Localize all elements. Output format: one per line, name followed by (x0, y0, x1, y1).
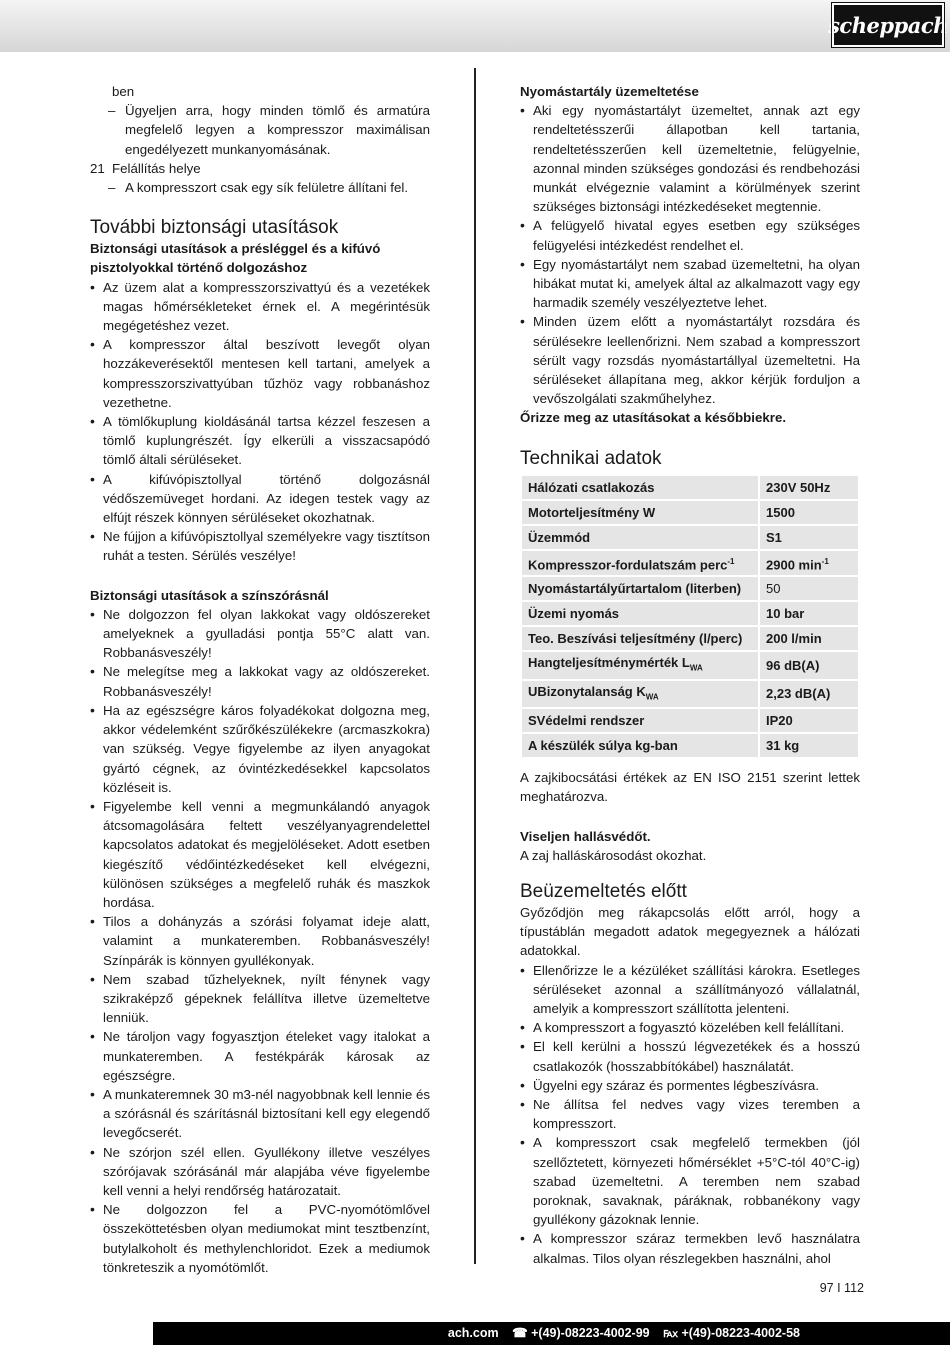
bullet-item: • A kompresszor száraz termekben levő használatra alkalmas. Tilos olyan részlegekben használni, ahol (520, 1229, 860, 1267)
table-cell-value: 50 (759, 576, 859, 601)
table-row (521, 680, 859, 709)
table-cell-value: 2900 $\min^{-1}$ (759, 550, 859, 576)
technical-data-table (520, 474, 860, 760)
bullet-item: • Figyelembe kell venni a megmunkálandó anyagok átcsomagolására feltett veszélyanyagrendelettel kapcsolatos adatokat és megjelöléseket. Adott esetben kiegészítő védőintézkedéseket kell elvégezni, különösen szükséges a megfelelő ruhák és maszkok hordása. (90, 797, 430, 912)
dash-item: – A kompresszort csak egy sík felületre állítani fel. (90, 178, 430, 197)
bullet-item: • Ne dolgozzon fel a PVC-nyomótömlővel összeköttetésben olyan mediumokat mint tesztbenzínt, butylalkoholt és methylenchloridot. Ezek a mediumok tönkreteszik a nyomótömlőt. (90, 1200, 430, 1277)
bullet-item: • Egy nyomástartályt nem szabad üzemeltetni, ha olyan hibákat mutat ki, amelyek által az alkalmazott vagy egy harmadik személy veszélyeztetve lehet. (520, 255, 860, 313)
table-row (521, 550, 859, 576)
dash-item: – Ügyeljen arra, hogy minden tömlő és armatúra megfelelő legyen a kompresszor maximálisan engedélyezett munkanyomásának. (90, 101, 430, 159)
table-row (521, 708, 859, 733)
item-label: Felállítás helye (112, 160, 201, 176)
bullet-item: • Ne állítsa fel nedves vagy vizes teremben a kompresszort. (520, 1095, 860, 1133)
right-column (520, 82, 860, 1268)
table-row (521, 576, 859, 601)
subsection-heading: Biztonsági utasítások a présléggel és a kifúvó pisztolyokkal történő dolgozáshoz (90, 241, 381, 276)
column-divider (474, 68, 476, 1264)
table-row (521, 500, 859, 525)
table-cell-label: UBizonytalanság $K_{WA}$ (521, 680, 759, 709)
table-row (521, 525, 859, 550)
table-cell-value: 31 kg (759, 733, 859, 758)
footer-contact (438, 1325, 800, 1340)
bullet-item: • Az üzem alat a kompresszorszivattyú és a vezetékek magas hőmérsékleteket érnek el. A megérintésük megégetéshez vezet. (90, 278, 430, 336)
table-cell-value: 1500 (759, 500, 859, 525)
keep-instructions-note: Őrizze meg az utasításokat a későbbiekre. (520, 410, 787, 426)
table-row (521, 651, 859, 680)
table-cell-value: 200 l/min (759, 626, 859, 651)
table-cell-label: Kompresszor-fordulatszám perc$^{-1}$ (521, 550, 759, 576)
bullet-item: • A kifúvópisztollyal történő dolgozásnál védőszemüveget hordani. Az idegen testek vagy az elfújt részek könnyen sérüléseket okozhatnak. (90, 470, 430, 528)
intro-paragraph: Győződjön meg rákapcsolás előtt arról, hogy a típustáblán megadott adatok megegyeznek a hálózati adatokkal. (520, 904, 860, 959)
table-cell-label: Teo. Beszívási teljesítmény (l/perc) (521, 626, 759, 651)
bullet-item: • A munkateremnek 30 m3-nél nagyobbnak kell lennie és a szórásnál és szárításnál biztosítani kell egy elegendő levegőcserét. (90, 1085, 430, 1143)
subsection-heading: Biztonsági utasítások a színszórásnál (90, 587, 329, 603)
fax-text: ℻ +(49)-08223-4002-58 (663, 1326, 800, 1340)
left-column (90, 82, 430, 1277)
bullet-item: • Nem szabad tűzhelyeknek, nyílt fénynek vagy szikraképző gépeknek felállítva illetve üzemeltetve lenniük. (90, 970, 430, 1028)
table-row (521, 733, 859, 758)
text-fragment: ben (112, 84, 135, 99)
table-cell-label: Üzemmód (521, 525, 759, 550)
website-text: ach.com (447, 1326, 499, 1340)
table-cell-label: SVédelmi rendszer (521, 708, 759, 733)
hearing-protection-note: A zaj halláskárosodást okozhat. (520, 847, 707, 863)
bullet-item: • Ne tároljon vagy fogyasztjon ételeket vagy italokat a munkateremben. A festékpárák károsak az egészségre. (90, 1027, 430, 1085)
section-heading: Technikai adatok (520, 447, 662, 469)
table-cell-value: 96 dB(A) (759, 651, 859, 680)
table-cell-value: IP20 (759, 708, 859, 733)
table-cell-value: 230V 50Hz (759, 475, 859, 500)
bullet-item: • A kompresszort a fogyasztó közelében kell felállítani. (520, 1018, 860, 1037)
bullet-item: • Ellenőrizze le a kézüléket szállítási károkra. Esetleges sérüléseket azonnal a szállítmányozó vállalatnál, amelyik a kompresszort szállította jelenteni. (520, 961, 860, 1019)
noise-note: A zajkibocsátási értékek az EN ISO 2151 szerint lettek meghatározva. (520, 770, 860, 805)
numbered-item (90, 159, 430, 178)
bullet-item: • El kell kerülni a hosszú légvezetékek és a hosszú csatlakozók (hosszabbítókábel) használatát. (520, 1037, 860, 1075)
bullet-item: • Ne fújjon a kifúvópisztollyal személyekre vagy tisztítson ruhát a testen. Sérülés veszélye! (90, 527, 430, 565)
phone-text: ☎ +(49)-08223-4002-99 (512, 1326, 650, 1340)
section-heading: További biztonsági utasítások (90, 217, 339, 239)
footer-bar (0, 1322, 950, 1345)
bullet-item: • A felügyelő hivatal egyes esetben egy szükséges felügyelési intézkedést rendelhet el. (520, 216, 860, 254)
bullet-item: • A tömlőkuplung kioldásánál tartsa kézzel feszesen a tömlő kuplungrészét. Így elkerüli a visszacsapódó tömlő általi sérüléseket. (90, 412, 430, 470)
bullet-item: • Ne szórjon szél ellen. Gyullékony illetve veszélyes szórójavak szórásánál már alapjába véve figyelembe kell venni a helyi rendőrség határozatait. (90, 1143, 430, 1201)
bullet-item: • A kompresszort csak megfelelő termekben (jól szellőztetett, környezeti hőmérséklet +5°C-tól 40°C-ig) szabad üzemeltetni. A teremben nem szabad poroknak, savaknak, páráknak, robbanékony vagy gyullékony gázoknak lennie. (520, 1133, 860, 1229)
table-cell-value: 10 bar (759, 601, 859, 626)
table-cell-label: A készülék súlya kg-ban (521, 733, 759, 758)
bullet-item: • Aki egy nyomástartályt üzemeltet, annak azt egy rendeltetésszerűi állapotban kell tartania, rendeltetésszerűen kell üzemeltetnie, felügyelnie, azonnal minden szükséges gondozási és rendbehozási munkát elvégeznie valamint a körülmények szerint szükséges biztonsági intézkedéseket megtennie. (520, 101, 860, 216)
subsection-heading: Nyomástartály üzemeltetése (520, 84, 699, 99)
section-heading: Beüzemeltetés előtt (520, 880, 687, 902)
table-row (521, 475, 859, 500)
item-number: 21 (90, 160, 105, 176)
table-cell-label: Hangteljesítménymérték $L_{WA}$ (521, 651, 759, 680)
table-cell-label: Üzemi nyomás (521, 601, 759, 626)
table-cell-label: Motorteljesítmény W (521, 500, 759, 525)
table-cell-value: S1 (759, 525, 859, 550)
scheppach-logo: scheppach (832, 3, 944, 47)
bullet-item: • Ha az egészségre káros folyadékokat dolgozna meg, akkor védelemként szűrőkészülékekre (arcmaszkokra) van szükség. Vegye figyelembe az ilyen anyagokat gyártó cégnek, az óvintézkedésekkel kapcsolatos közléseit is. (90, 701, 430, 797)
bullet-item: • Tilos a dohányzás a szórási folyamat ideje alatt, valamint a munkateremben. Robbanásveszély! Színpárák is könnyen gyullékonyak. (90, 912, 430, 970)
table-cell-label: Nyomástartályűrtartalom (literben) (521, 576, 759, 601)
table-row (521, 626, 859, 651)
bullet-item: • Ne dolgozzon fel olyan lakkokat vagy oldószereket amelyeknek a gyulladási pontja 55°C alatt van. Robbanásveszély! (90, 605, 430, 663)
bullet-item: • Minden üzem előtt a nyomástartályt rozsdára és sérülésekre leellenőrizni. Nem szabad a kompresszort sérült vagy rozsdás nyomástartállyal üzemeltetni. Ha sérüléseket állapítana meg, akkor kérjük forduljon a vevőszolgálati szakműhelyhez. (520, 312, 860, 408)
table-row (521, 601, 859, 626)
table-cell-label: Hálózati csatlakozás (521, 475, 759, 500)
header-bar (0, 0, 950, 52)
bullet-item: • Ügyelni egy száraz és pormentes légbeszívásra. (520, 1076, 860, 1095)
hearing-protection-heading: Viseljen hallásvédőt. (520, 828, 651, 844)
bullet-item: • A kompresszor által beszívott levegőt olyan hozzákeverésektől mentesen kell tartani, amelyek a kompresszorszivattyúban tűzhöz vagy robbanáshoz vezethetne. (90, 335, 430, 412)
bullet-item: • Ne melegítse meg a lakkokat vagy az oldószereket. Robbanásveszély! (90, 662, 430, 700)
page-number: 97 I 112 (819, 1281, 864, 1295)
table-cell-value: 2,23 dB(A) (759, 680, 859, 709)
